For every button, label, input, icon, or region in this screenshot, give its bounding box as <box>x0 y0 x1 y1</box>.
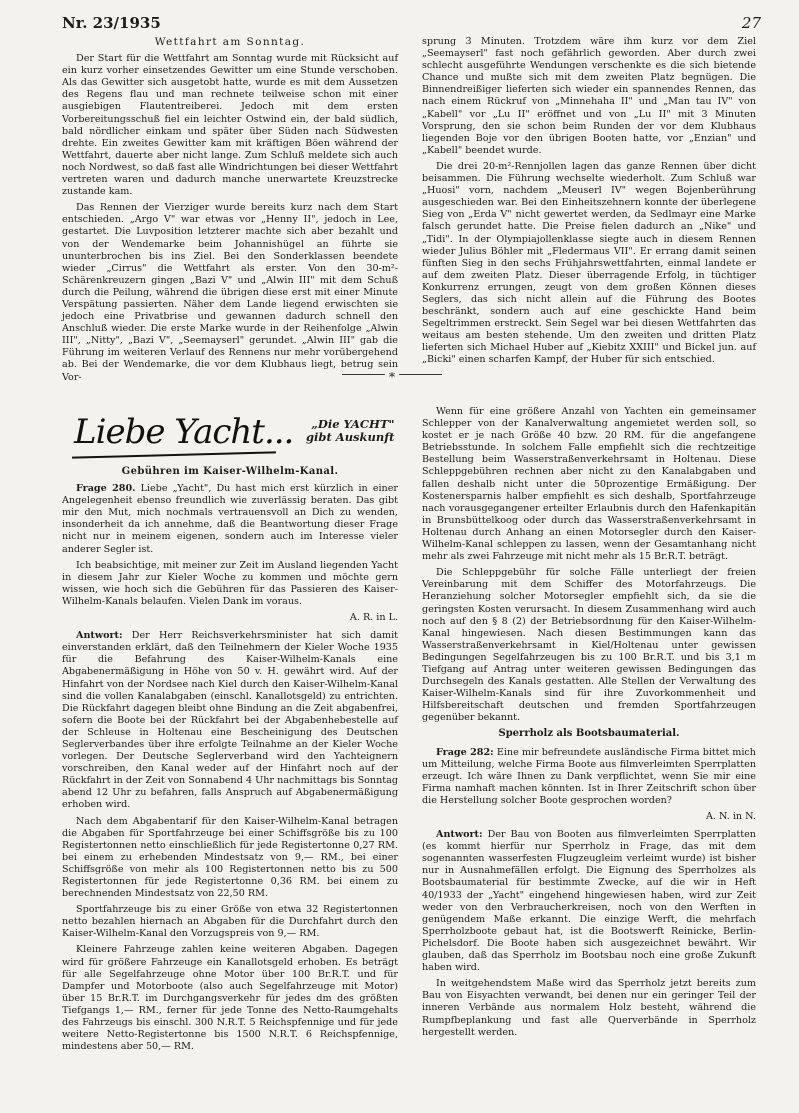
paragraph: Kleinere Fahrzeuge zahlen keine weiteren Abgaben. Dagegen wird für größere Fahrzeuge ein Kanallotsgeld erhoben. Es beträgt für alle Segelfahrzeuge ohne Motor über 100 Br.R.T. und für Dampfer und Motorboote (also auch Segelfahrzeuge mit Motor) über 15 Br.R.T. im Durchgangsverkehr für jedes dm des größten Tiefgangs 1,— RM., ferner für jede Tonne des Netto-Raumgehalts des Fahrzeugs bis einschl. 300 N.R.T. 5 Reichspfennige und für jede weitere Netto-Registertonne bis 1500 N.R.T. 6 Reichspfennige, mindestens aber 50,— RM. <box>62 944 398 1053</box>
page-number: 27 <box>741 14 761 32</box>
answer-paragraph <box>422 829 756 974</box>
paragraph: Sportfahrzeuge bis zu einer Größe von etwa 32 Registertonnen netto bezahlen hiernach an Abgaben für die Durchfahrt durch den Kaiser-Wilhelm-Kanal den Vorzugspreis von 9,— RM. <box>62 904 398 940</box>
answer-paragraph <box>62 630 398 811</box>
masthead-underline <box>72 451 276 458</box>
column-wettfahrt-right <box>422 36 756 371</box>
signature: A. R. in L. <box>349 612 398 624</box>
question-paragraph <box>62 483 398 556</box>
question-paragraph <box>422 747 756 807</box>
signature: A. N. in N. <box>705 811 756 822</box>
masthead-title: Liebe Yacht... <box>74 412 294 452</box>
divider-star: * <box>385 370 399 384</box>
issue-number: Nr. 23/1935 <box>62 14 161 32</box>
paragraph: Die Schleppgebühr für solche Fälle unterliegt der freien Vereinbarung mit dem Schiffer des Motorfahrzeugs. Die Heranziehung solcher Motorsegler empfiehlt sich, da sie die geringsten Kosten verursacht. In diesem Zusammenhang wird auch noch auf den § 8 (2) der Betriebsordnung für den Kaiser-Wilhelm-Kanal hingewiesen. Nach diesen Bestimmungen kann das Wasserstraßenverkehrsamt in Kiel/Holtenau unter gewissen Bedingungen Segelfahrzeugen bis zu 100 Br.R.T. und bis 3,1 m Tiefgang auf Antrag unter weiteren gewissen Bedingungen das Durchsegeln des Kanals gestatten. Alle Stellen der Verwaltung des Kaiser-Wilhelm-Kanals sind für ihre Zuvorkommenheit und Hilfsbereitschaft deutschen und fremden Sportfahrzeugen gegenüber bekannt. <box>422 567 756 724</box>
answer-text: Der Bau von Booten aus filmverleimten Sperrplatten (es kommt hierfür nur Sperrholz in Frage, das mit dem sogenannten wasserfesten Flugzeugleim verleimt wurde) ist bisher nur in Ausnahmefällen erfolgt. Die Eignung des Sperrholzes als Bootsbaumaterial für bestimmte Zwecke, auf die wir in Heft 40/1933 der „Yacht" eingehend hingewiesen haben, wird zur Zeit weder von den Verbraucherkreisen, noch von den Werften in genügendem Maße erkannt. Die einzige Werft, die mehrfach Sperrholzboote gebaut hat, ist die Bootswerft Reinicke, Berlin-Pichelsdorf. Die Boote haben sich ausgezeichnet bewährt. Wir glauben, daß das Sperrholz im Bootsbau noch eine große Zukunft haben wird. <box>422 829 756 974</box>
paragraph: sprung 3 Minuten. Trotzdem wäre ihm kurz vor dem Ziel „Seemayserl" fast noch gefährlich geworden. Aber durch zwei schlecht ausgeführte Wendungen verschenkte es die sich bietende Chance und mußte sich mit dem zweiten Platz begnügen. Die Binnendreißiger lieferten sich wieder ein spannendes Rennen, das nach einem Rückruf von „Minnehaha II" und „Man tau IV" von „Kabell" vor „Lu II" eröffnet und von „Lu II" mit 3 Minuten Vorsprung, den sie schon beim Runden der vor dem Klubhaus liegenden Boje vor den übrigen Booten hatte, vor „Enzian" und „Kabell" beendet wurde. <box>422 36 756 156</box>
answer-label: Antwort: <box>436 829 483 841</box>
paragraph: Wenn für eine größere Anzahl von Yachten ein gemeinsamer Schlepper von der Kanalverwaltung angemietet werden soll, so kostet er je nach Größe 40 bzw. 20 RM. für die angefangene Betriebsstunde. In solchem Falle empfiehlt sich die rechtzeitige Bestellung beim Wasserstraßenverkehrsamt in Holtenau. Diese Schleppgebühren rechnen aber nicht zu den Kanalabgaben und fallen deshalb nicht unter die 50prozentige Ermäßigung. Der Kostenersparnis halber empfiehlt es sich deshalb, Sportfahrzeuge nach vorausgegangener erteilter Erlaubnis durch den Hafenkapitän in Brunsbüttelkoog oder durch das Wasserstraßenverkehrsamt in Holtenau durch Anhang an einen Motorsegler durch den Kaiser-Wilhelm-Kanal schleppen zu lassen, wenn der Gesamtanhang nicht mehr als zwei Fahrzeuge mit nicht mehr als 15 Br.R.T. beträgt. <box>422 406 756 563</box>
question-label: Frage 280. <box>76 483 136 495</box>
section-heading-gebuehren: Gebühren im Kaiser-Wilhelm-Kanal. <box>121 466 339 477</box>
tagline-line2: gibt Auskunft <box>306 430 395 444</box>
paragraph: Nach dem Abgabentarif für den Kaiser-Wilhelm-Kanal betragen die Abgaben für Sportfahrzeuge bei einer Schiffsgröße bis zu 100 Registertonnen netto einschließlich für jede Registertonne 0,27 RM. bei einem zu erhebenden Mindestsatz von 9,— RM., bei einer Schiffsgröße von mehr als 100 Registertonnen netto bis zu 500 Registertonnen für jede Registertonne 0,36 RM. bei einem zu berechnenden Mindestsatz von 22,50 RM. <box>62 815 398 900</box>
section-divider <box>342 370 442 387</box>
question-text: Eine mir befreundete ausländische Firma bittet mich um Mitteilung, welche Firma Boote aus filmverleimten Sperrplatten erzeugt. Ich wäre Ihnen zu Dank verpflichtet, wenn Sie mir eine Firma namhaft machen könnten. Ist in Ihrer Zeitschrift schon über die Herstellung solcher Boote gesprochen worden? <box>422 746 756 806</box>
answer-text: Der Herr Reichsverkehrsminister hat sich damit einverstanden erklärt, daß den Teilnehmern der Kieler Woche 1935 für die Befahrung des Kaiser-Wilhelm-Kanals eine Abgabenermäßigung in Höhe von 50 v. H. gewährt wird. Auf der Hinfahrt von der Nordsee nach Kiel durch den Kaiser-Wilhelm-Kanal sind die vollen Kanalabgaben (einschl. Kanallotsgeld) zu entrichten. Die Rückfahrt dagegen bleibt ohne Bindung an die Zeit abgabenfrei, sofern die Boote bei der Rückfahrt bei der Abgabenhebestelle auf der Schleuse in Holtenau eine Bescheinigung des Deutschen Seglerverbandes über ihre erfolgte Teilnahme an der Kieler Woche vorlegen. Der Deutsche Seglerverband wird den Yachteignern vorschreiben, den Kanal weder auf der Hinfahrt noch auf der Rückfahrt in der Zeit von Sonnabend 4 Uhr nachmittags bis Sonntag abend 12 Uhr zu befahren, falls Anspruch auf Abgabenermäßigung erhoben wird. <box>62 630 398 811</box>
tagline-line1: „Die YACHT" <box>311 417 395 431</box>
answer-label: Antwort: <box>76 630 123 642</box>
question-text: Liebe „Yacht", Du hast mich erst kürzlich in einer Angelegenheit ebenso freundlich wie zuverlässig beraten. Das gibt mir den Mut, mich nochmals vertrauensvoll an Dich zu wenden, insonderheit da ich annehme, daß die Beantwortung dieser Frage nicht nur in meinem eigenen, sondern auch im Interesse vieler anderer Segler ist. <box>62 483 399 555</box>
paragraph: Die drei 20-m²-Rennjollen lagen das ganze Rennen über dicht beisammen. Die Führung wechselte wiederholt. Zum Schluß war „Huosi" vorn, nachdem „Meuserl IV" wegen Bojenberührung ausgeschieden war. Bei den Einheitszehnern konnte der überlegene Sieg von „Erda V" nicht gewertet werden, da Sedlmayr eine Marke falsch gerundet hatte. Die Preise fielen dadurch an „Nike" und „Tidi". In der Olympiajollenklasse siegte auch in diesem Rennen wieder Julius Böhler mit „Fledermaus VII". Er errang damit seinen fünften Sieg in den sechs Frühjahrswettfahrten, einmal landete er auf dem zweiten Platz. Dieser überragende Erfolg, in tüchtiger Konkurrenz errungen, zeugt von dem großen Können dieses Seglers, das sich nicht allein auf die Führung des Bootes beschränkt, sondern auch auf eine geschickte Hand beim Segeltrimmen erstreckt. Sein Segel war bei diesen Wettfahrten das weitaus am besten stehende. Um den zweiten und dritten Platz lieferten sich Michael Huber auf „Kiebitz XXIII" und Bickel jun. auf „Bicki" einen scharfen Kampf, der Huber für sich entschied. <box>422 160 756 366</box>
column-gebuehren <box>62 466 398 1057</box>
paragraph: In weitgehendstem Maße wird das Sperrholz jetzt bereits zum Bau von Eisyachten verwandt, bei denen nur ein geringer Teil der inneren Verbände aus normalem Holz besteht, während die Rumpfbeplankung und fast alle Querverbände in Sperrholz hergestellt werden. <box>422 978 756 1038</box>
column-gebuehren-cont <box>422 406 756 1043</box>
masthead-tagline <box>306 418 394 444</box>
section-heading-sperrholz: Sperrholz als Bootsbaumaterial. <box>498 728 680 740</box>
paragraph: Der Start für die Wettfahrt am Sonntag wurde mit Rücksicht auf ein kurz vorher einsetzendes Gewitter um eine Stunde verschoben. Als das Gewitter sich ausgetobt hatte, wurde es mit dem Aussetzen des Regens flau und man rechnete teilweise schon mit einer ausgiebigen Flautentreiberei. Jedoch mit dem ersten Vorbereitungsschuß fiel ein leichter Ostwind ein, der bald südlich, bald nördlicher einkam und später über Süden nach Südwesten drehte. Ein zweites Gewitter kam mit kräftigen Böen während der Wettfahrt, dauerte aber nicht lange. Zum Schluß meldete sich auch noch Nordwest, so daß fast alle Windrichtungen bei dieser Wettfahrt vertreten waren und dadurch manche unerwartete Kreuzstrecke zustande kam. <box>62 53 398 198</box>
section-heading-wettfahrt: Wettfahrt am Sonntag. <box>154 36 306 48</box>
column-masthead <box>70 408 410 464</box>
column-wettfahrt-left <box>62 36 398 388</box>
paragraph: Ich beabsichtige, mit meiner zur Zeit im Ausland liegenden Yacht in diesem Jahr zur Kieler Woche zu kommen und möchte gern wissen, wie hoch sich die Gebühren für das Passieren des Kaiser-Wilhelm-Kanals belaufen. Vielen Dank im voraus. <box>62 559 398 607</box>
paragraph: Das Rennen der Vierziger wurde bereits kurz nach dem Start entschieden. „Argo V" war etwas vor „Henny II", jedoch in Lee, gestartet. Die Luvposition letzterer machte sich aber bezahlt und von der Wendemarke beim Johannishügel an führte sie ununterbrochen bis ins Ziel. Bei den Sonderklassen beendete wieder „Cirrus" die Wettfahrt als erster. Von den 30-m²-Schärenkreuzern gingen „Bazi V" und „Alwin III" mit dem Schuß durch die Peilung, während die übrigen diese erst mit einer Minute Verspätung passierten. Näher dem Lande liegend erwischten sie jedoch eine Privatbrise und gewannen dadurch schnell den Anschluß wieder. Die erste Marke wurde in der Reihenfolge „Alwin III", „Nitty", „Bazi V", „Seemayserl" gerundet. „Alwin III" gab die Führung im weiteren Verlauf des Rennens nur mehr vorübergehend ab. Bei der Wendemarke, die vor dem Klubhaus liegt, betrug sein Vor- <box>62 202 398 383</box>
question-label: Frage 282: <box>436 746 494 758</box>
